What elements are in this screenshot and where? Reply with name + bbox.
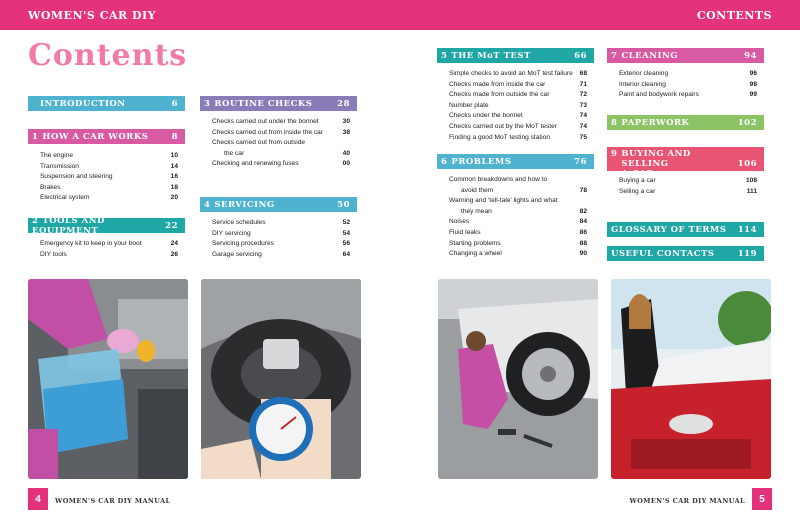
- toc-entry-label: Selling a car: [619, 187, 656, 195]
- section-number: 9: [611, 149, 618, 159]
- toc-entry[interactable]: [449, 249, 587, 260]
- toc-entry-label: DIY servicing: [212, 229, 251, 237]
- toc-entry[interactable]: [40, 193, 178, 204]
- section-number: 7: [611, 50, 618, 61]
- gauge-photo-illustration: [201, 279, 361, 479]
- toc-entry-page: 20: [170, 194, 178, 202]
- toc-section-buying-selling[interactable]: [607, 147, 764, 179]
- toc-entry[interactable]: [212, 218, 350, 229]
- section-number: 4: [204, 199, 211, 210]
- toc-entry-page: [336, 138, 350, 149]
- toc-entry-page: 73: [579, 101, 587, 109]
- toc-entry-label: Brakes: [40, 183, 61, 191]
- photo-changing-wheel: [438, 279, 598, 479]
- toc-entry-label: Paint and bodywork repairs: [619, 91, 699, 99]
- footer-text-right: WOMEN'S CAR DIY MANUAL: [629, 497, 745, 505]
- toc-list-tools: [40, 239, 178, 260]
- toc-entry-label: Fluid leaks: [449, 228, 481, 236]
- page-title: Contents: [28, 38, 188, 73]
- book-title-header: WOMEN'S CAR DIY: [28, 9, 156, 22]
- toc-entry-label: Changing a wheel: [449, 250, 502, 258]
- page-number-right: 5: [752, 488, 772, 510]
- toc-section-servicing[interactable]: [200, 197, 357, 212]
- toc-entry-page: 86: [579, 228, 587, 236]
- toc-entry[interactable]: [449, 175, 587, 186]
- toc-entry-label: Starting problems: [449, 239, 501, 247]
- coolant-photo-illustration: [28, 279, 188, 479]
- section-number: 2: [32, 215, 39, 226]
- toc-entry-page: [573, 175, 587, 186]
- toc-entry-page: 108: [745, 177, 757, 184]
- toc-section-useful-contacts[interactable]: [607, 246, 764, 261]
- toc-list-cleaning: [619, 69, 757, 101]
- section-page: 50: [337, 199, 350, 210]
- toc-entry[interactable]: [212, 229, 350, 240]
- toc-entry[interactable]: [40, 172, 178, 183]
- toc-entry-page: 96: [749, 70, 757, 77]
- toc-entry-page: 78: [579, 186, 587, 194]
- toc-entry-label: Checks carried out by the MoT tester: [449, 122, 557, 130]
- toc-entry[interactable]: [449, 90, 587, 101]
- page-number-left: 4: [28, 488, 48, 510]
- section-page: 22: [165, 220, 178, 231]
- section-number: 6: [441, 156, 448, 167]
- toc-entry[interactable]: [40, 151, 178, 162]
- section-page: 94: [744, 50, 757, 61]
- section-page: 119: [737, 248, 757, 259]
- toc-entry-label: DIY tools: [40, 250, 67, 258]
- toc-entry-page: 14: [170, 162, 178, 170]
- toc-entry-label: Servicing procedures: [212, 240, 274, 248]
- toc-entry[interactable]: [212, 250, 350, 261]
- wheel-photo-illustration: [438, 279, 598, 479]
- toc-entry[interactable]: [212, 138, 350, 149]
- section-number: 5: [441, 50, 448, 61]
- toc-entry-label: Noises: [449, 218, 470, 226]
- toc-entry-page: 54: [342, 229, 350, 237]
- toc-entry-label: Warning and 'tell-tale' lights and what: [449, 197, 558, 205]
- toc-list-servicing: [212, 218, 350, 260]
- toc-entry-page: 84: [579, 218, 587, 226]
- toc-section-routine-checks[interactable]: [200, 96, 357, 111]
- toc-entry-label: Emergency kit to keep in your boot: [40, 240, 142, 247]
- toc-entry[interactable]: [449, 133, 587, 144]
- toc-list-problems: [449, 175, 587, 260]
- toc-entry[interactable]: [212, 239, 350, 250]
- toc-list-how-a-car-works: [40, 151, 178, 204]
- toc-entry-page: 56: [342, 240, 350, 248]
- toc-entry-page: 26: [170, 250, 178, 258]
- toc-entry-label: Simple checks to avoid an MoT test failure: [449, 70, 573, 77]
- section-page: 6: [171, 98, 178, 109]
- toc-entry-label: Checks made from outside the car: [449, 91, 550, 99]
- section-title: ROUTINE CHECKS: [214, 98, 313, 109]
- toc-entry[interactable]: [449, 101, 587, 112]
- toc-entry[interactable]: [40, 162, 178, 173]
- toc-entry[interactable]: [449, 111, 587, 122]
- toc-entry-page: [573, 196, 587, 207]
- section-page: 114: [737, 224, 757, 235]
- toc-entry[interactable]: [212, 128, 350, 139]
- toc-entry-label: Transmission: [40, 162, 79, 170]
- toc-section-cleaning[interactable]: [607, 48, 764, 63]
- section-page: 66: [574, 50, 587, 61]
- toc-entry-page: 40: [342, 149, 350, 157]
- section-title: INTRODUCTION: [40, 98, 126, 109]
- toc-entry-label: Electrical system: [40, 194, 90, 202]
- toc-entry[interactable]: [619, 80, 757, 91]
- section-title-line1: BUYING AND SELLING: [621, 149, 691, 169]
- toc-entry[interactable]: [449, 217, 587, 228]
- toc-entry-label: avoid them: [461, 186, 494, 194]
- toc-entry[interactable]: [619, 90, 757, 101]
- toc-entry-label: Garage servicing: [212, 250, 262, 258]
- toc-entry-page: 74: [579, 112, 587, 120]
- toc-section-mot-test[interactable]: [437, 48, 594, 63]
- section-title: USEFUL CONTACTS: [611, 248, 715, 259]
- toc-entry[interactable]: [619, 69, 757, 80]
- section-title: CLEANING: [621, 50, 679, 61]
- toc-entry-label: Common breakdowns and how to: [449, 176, 548, 183]
- toc-section-paperwork[interactable]: [607, 115, 764, 130]
- toc-entry[interactable]: [619, 176, 757, 187]
- toc-entry-page: 71: [579, 80, 587, 88]
- section-page: 106: [737, 159, 757, 169]
- toc-entry-label: Suspension and steering: [40, 173, 113, 181]
- toc-section-problems[interactable]: [437, 154, 594, 169]
- toc-entry[interactable]: [40, 239, 178, 250]
- toc-entry-page: 16: [170, 173, 178, 181]
- section-title: PROBLEMS: [451, 156, 512, 167]
- toc-entry[interactable]: [212, 117, 350, 128]
- section-page: 8: [171, 131, 178, 142]
- toc-entry-label: Buying a car: [619, 177, 656, 184]
- toc-entry-label: Checks carried out under the bonnet: [212, 118, 319, 125]
- toc-entry-label: Number plate: [449, 101, 489, 109]
- toc-entry[interactable]: [449, 239, 587, 250]
- toc-entry[interactable]: [40, 250, 178, 261]
- toc-section-introduction[interactable]: [28, 96, 185, 111]
- toc-entry[interactable]: [40, 183, 178, 194]
- toc-list-routine-checks: [212, 117, 350, 170]
- cleaning-photo-illustration: [611, 279, 771, 479]
- section-title: HOW A CAR WORKS: [42, 131, 149, 142]
- toc-entry-page: 64: [342, 250, 350, 258]
- toc-entry-label: Checks under the bonnet: [449, 112, 523, 120]
- toc-entry[interactable]: [449, 207, 587, 218]
- toc-entry-label: Service schedules: [212, 219, 266, 226]
- toc-entry-label: Exterior cleaning: [619, 70, 669, 77]
- section-title: TOOLS AND EQUIPMENT: [32, 215, 105, 236]
- toc-entry-label: they mean: [461, 207, 492, 215]
- toc-entry[interactable]: [212, 149, 350, 160]
- photo-tyre-pressure-gauge: [201, 279, 361, 479]
- toc-entry-label: Checks carried out from inside the car: [212, 128, 324, 136]
- toc-entry-page: 00: [342, 160, 350, 168]
- section-number: 1: [32, 131, 39, 142]
- toc-entry-page: 10: [170, 152, 178, 159]
- toc-entry-label: Checking and renewing fuses: [212, 160, 299, 168]
- toc-entry-page: 111: [746, 187, 757, 195]
- toc-entry-label: The engine: [40, 152, 73, 159]
- toc-entry-page: 38: [342, 128, 350, 136]
- section-number: 3: [204, 98, 211, 109]
- toc-entry[interactable]: [212, 159, 350, 170]
- toc-entry-label: Interior cleaning: [619, 80, 666, 88]
- toc-list-mot-test: [449, 69, 587, 143]
- toc-entry-page: 18: [170, 183, 178, 191]
- toc-entry[interactable]: [449, 69, 587, 80]
- section-title-header: CONTENTS: [696, 9, 772, 22]
- section-page: 76: [574, 156, 587, 167]
- toc-entry-page: 98: [749, 80, 757, 88]
- toc-section-glossary[interactable]: [607, 222, 764, 237]
- toc-entry[interactable]: [449, 228, 587, 239]
- toc-entry-page: 24: [170, 240, 178, 247]
- toc-entry-label: Checks made from inside the car: [449, 80, 546, 88]
- toc-entry[interactable]: [449, 196, 587, 207]
- toc-entry-page: 72: [579, 91, 587, 99]
- toc-list-buying-selling: [619, 176, 757, 197]
- photo-cleaning-car: [611, 279, 771, 479]
- toc-entry-page: 90: [579, 250, 587, 258]
- toc-section-how-a-car-works[interactable]: [28, 129, 185, 144]
- toc-entry-page: 75: [579, 133, 587, 141]
- section-title: SERVICING: [214, 199, 275, 210]
- toc-entry-page: 99: [749, 91, 757, 99]
- toc-entry-label: the car: [224, 149, 245, 157]
- section-title-line2: A CAR: [621, 169, 654, 179]
- photo-topping-up-coolant: [28, 279, 188, 479]
- toc-entry-page: 88: [579, 239, 587, 247]
- section-title: PAPERWORK: [621, 117, 690, 128]
- toc-entry-page: 52: [342, 219, 350, 226]
- toc-entry[interactable]: [449, 186, 587, 197]
- top-banner: [0, 0, 800, 30]
- toc-entry-label: Checks carried out from outside: [212, 139, 306, 147]
- toc-entry[interactable]: [449, 80, 587, 91]
- footer-text-left: WOMEN'S CAR DIY MANUAL: [55, 497, 171, 505]
- section-page: 102: [737, 117, 757, 128]
- toc-entry-page: 68: [579, 70, 587, 77]
- section-number: 8: [611, 117, 618, 128]
- toc-section-tools[interactable]: [28, 215, 185, 236]
- section-title: GLOSSARY OF TERMS: [611, 224, 727, 235]
- toc-entry[interactable]: [449, 122, 587, 133]
- section-page: 28: [337, 98, 350, 109]
- toc-entry-page: 82: [579, 207, 587, 215]
- toc-entry-page: 30: [342, 118, 350, 125]
- toc-entry-label: Finding a good MoT testing station: [449, 133, 551, 141]
- toc-entry[interactable]: [619, 187, 757, 198]
- toc-entry-page: 74: [579, 122, 587, 130]
- section-title: THE MoT TEST: [451, 50, 531, 61]
